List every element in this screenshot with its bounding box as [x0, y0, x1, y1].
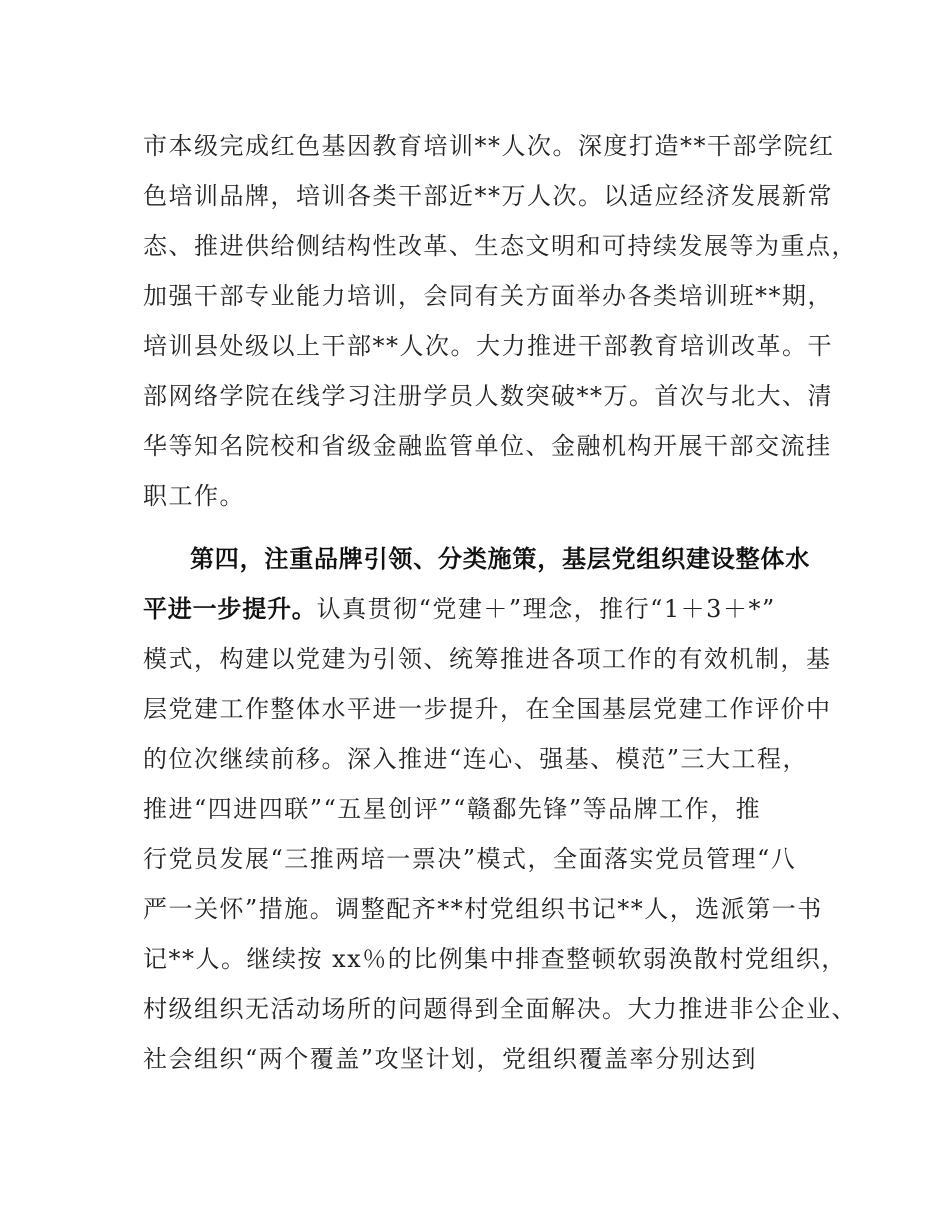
- text-line: 部网络学院在线学习注册学员人数突破**万。首次与北大、清: [143, 382, 833, 410]
- text-line: 行党员发展“三推两培一票决”模式，全面落实党员管理“八: [143, 845, 797, 873]
- text-line: 加强干部专业能力培训，会同有关方面举办各类培训班**期，: [143, 282, 833, 310]
- text-line: 推进“四进四联”“五星创评”“赣鄱先锋”等品牌工作，推: [143, 795, 762, 823]
- text-line: 模式，构建以党建为引领、统筹推进各项工作的有效机制，基: [143, 645, 832, 673]
- text-line: 社会组织“两个覆盖”攻坚计划，党组织覆盖率分别达到: [143, 1045, 758, 1073]
- text-line: 层党建工作整体水平进一步提升，在全国基层党建工作评价中: [143, 695, 832, 723]
- section-heading-end: 平进一步提升。: [143, 595, 317, 623]
- text-line: 培训县处级以上干部**人次。大力推进干部教育培训改革。干: [143, 332, 833, 360]
- text-line: 村级组织无活动场所的问题得到全面解决。大力推进非公企业、: [143, 995, 857, 1023]
- text-line: 市本级完成红色基因教育培训**人次。深度打造**干部学院红: [143, 132, 835, 160]
- text-line: 的位次继续前移。深入推进“连心、强基、模范”三大工程，: [143, 745, 809, 773]
- section-heading: 第四，注重品牌引领、分类施策，基层党组织建设整体水: [190, 545, 810, 573]
- text-line-mixed: [143, 594, 776, 624]
- text-line: 色培训品牌，培训各类干部近**万人次。以适应经济发展新常: [143, 182, 833, 210]
- text-line: 态、推进供给侧结构性改革、生态文明和可持续发展等为重点，: [143, 232, 857, 260]
- text-line: 华等知名院校和省级金融监管单位、金融机构开展干部交流挂: [143, 432, 832, 460]
- text-line: 职工作。: [143, 482, 245, 510]
- text-line: 记**人。继续按 xx％的比例集中排查整顿软弱涣散村党组织，: [143, 945, 847, 973]
- text-line-rest: 认真贯彻“党建＋”理念，推行“1＋3＋*”: [316, 595, 776, 623]
- text-line: 严一关怀”措施。调整配齐**村党组织书记**人，选派第一书: [143, 895, 823, 923]
